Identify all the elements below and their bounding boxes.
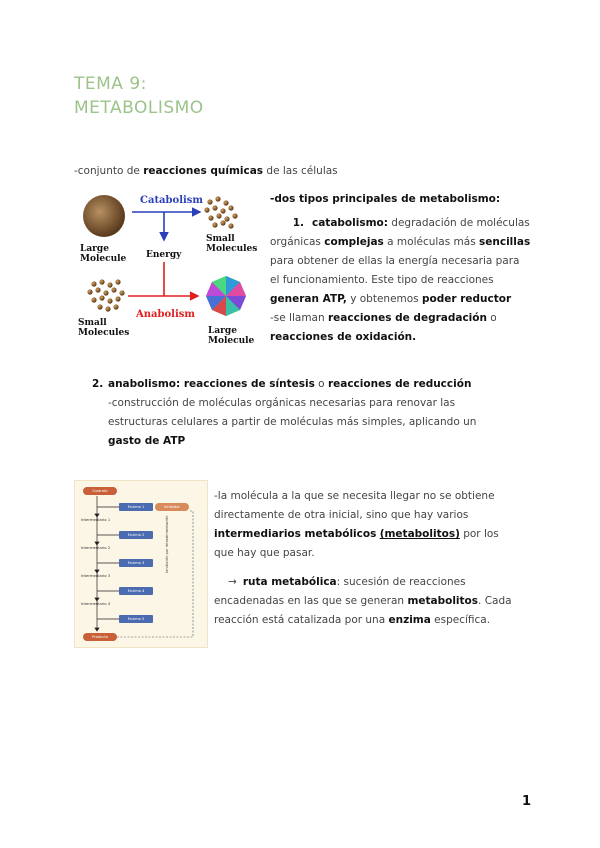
intro-text: -conjunto de — [74, 165, 144, 177]
large-molecule-label-2 — [208, 326, 254, 346]
small-molecules-label-2 — [78, 318, 129, 338]
pathway-side-label: Inhibición por retroalimentación — [165, 515, 169, 573]
pathway-intermediate: Intermediario 2 — [81, 545, 111, 550]
intro-bold: reacciones químicas — [143, 165, 264, 177]
large-molecule-label-line: Molecule — [80, 254, 127, 264]
small-molecules-label — [206, 234, 257, 254]
pathway-enzyme: Enzima 3 — [119, 559, 153, 567]
pathway-bold-underlined: (metabolitos) — [379, 528, 460, 540]
catabolism-bold: reacciones de degradación — [327, 312, 487, 324]
pathway-inhibitor: Inhibidor — [155, 503, 189, 511]
small-molecules-label-line: Molecules — [206, 244, 258, 254]
intro-text-end: de las células — [263, 165, 338, 177]
intro-line — [74, 162, 338, 181]
small-molecules-icon — [204, 196, 237, 228]
catabolism-text: o — [486, 312, 497, 324]
pathway-bold: enzima — [388, 614, 431, 626]
pathway-text: específica. — [430, 614, 491, 626]
title-line-2: METABOLISMO — [74, 98, 204, 118]
pathway-definition — [214, 573, 520, 630]
pathway-text: : sucesión de reacciones encadenadas en las que se generan — [214, 576, 466, 607]
small-molecules-label-line: Molecules — [78, 328, 130, 338]
pathway-enzyme: Enzima 2 — [119, 531, 153, 539]
large-molecule-colorful-icon — [206, 276, 246, 316]
pathway-intermediate: Intermediario 4 — [81, 601, 111, 606]
catabolism-text: degradación de moléculas orgánicas — [270, 217, 530, 248]
catabolism-text: para obtener de ellas la energía necesaria para el funcionamiento. Este tipo de reacciones — [270, 255, 520, 286]
large-molecule-label-line: Large — [80, 244, 109, 254]
pathway-bold: ruta metabólica — [242, 576, 337, 588]
anabolism-text: o — [314, 378, 328, 390]
catabolism-paragraph — [270, 214, 532, 347]
pathway-intermediate: Intermediario 3 — [81, 573, 111, 578]
small-molecules-label-line: Small — [78, 318, 107, 328]
large-molecule-label — [80, 244, 126, 264]
small-molecules-label-line: Small — [206, 234, 235, 244]
pathway-product: Producto — [83, 633, 117, 641]
title-line-1: TEMA 9: — [74, 74, 147, 94]
catabolism-label: Catabolism — [140, 195, 204, 206]
large-molecule-icon — [83, 195, 125, 237]
large-molecule-label-line: Large — [208, 326, 237, 336]
page-title — [74, 72, 204, 120]
pathway-enzyme: Enzima 4 — [119, 587, 153, 595]
pathway-bold: intermediarios metabólicos — [214, 528, 377, 540]
pathway-substrate: Sustrato — [83, 487, 117, 495]
pathway-paragraph — [214, 487, 520, 563]
pathway-text: por los que hay que pasar. — [214, 528, 499, 559]
pathway-arrows — [75, 481, 207, 647]
anabolism-bold: reacciones de reducción — [327, 378, 472, 390]
catabolism-bold: reacciones de oxidación. — [270, 331, 417, 343]
pathway-text: . Cada reacción está catalizada por una — [214, 595, 512, 626]
anabolism-number: 2. — [92, 378, 104, 390]
anabolism-detail — [108, 394, 502, 451]
pathway-text: -la molécula a la que se necesita llegar no se obtiene directamente de otra inicial, sino que hay varios — [214, 490, 495, 521]
types-heading-text: -dos tipos principales de metabolismo: — [270, 193, 501, 205]
metabolism-figure — [74, 192, 270, 352]
pathway-bold: metabolitos — [407, 595, 479, 607]
pathway-enzyme: Enzima 5 — [119, 615, 153, 623]
anabolism-label: Anabolism — [136, 309, 195, 320]
catabolism-bold: poder reductor — [422, 293, 512, 305]
catabolism-bold: complejas — [324, 236, 384, 248]
small-molecules-icon — [87, 279, 124, 311]
catabolism-text: -se llaman — [270, 312, 328, 324]
large-molecule-label-line: Molecule — [208, 336, 255, 346]
catabolism-term: catabolismo: — [312, 217, 388, 229]
anabolism-paragraph — [92, 375, 502, 451]
metabolic-pathway-figure — [74, 480, 208, 648]
pathway-intermediate: Intermediario 1 — [81, 517, 111, 522]
anabolism-bold: gasto de ATP — [108, 435, 186, 447]
catabolism-bold: sencillas — [479, 236, 531, 248]
pathway-enzyme: Enzima 1 — [119, 503, 153, 511]
catabolism-text: a moléculas más — [383, 236, 480, 248]
arrow-icon: → — [228, 576, 237, 588]
catabolism-text: y obtenemos — [346, 293, 422, 305]
catabolism-bold: generan ATP, — [270, 293, 347, 305]
page-number: 1 — [522, 794, 532, 809]
anabolism-bold: anabolismo: reacciones de síntesis — [108, 378, 315, 390]
types-heading — [270, 190, 500, 209]
anabolism-text: -construcción de moléculas orgánicas necesarias para renovar las estructuras celulares a partir de moléculas más simples, aplicando un — [108, 397, 477, 428]
catabolism-number: 1. — [292, 217, 304, 229]
energy-label: Energy — [146, 250, 182, 260]
